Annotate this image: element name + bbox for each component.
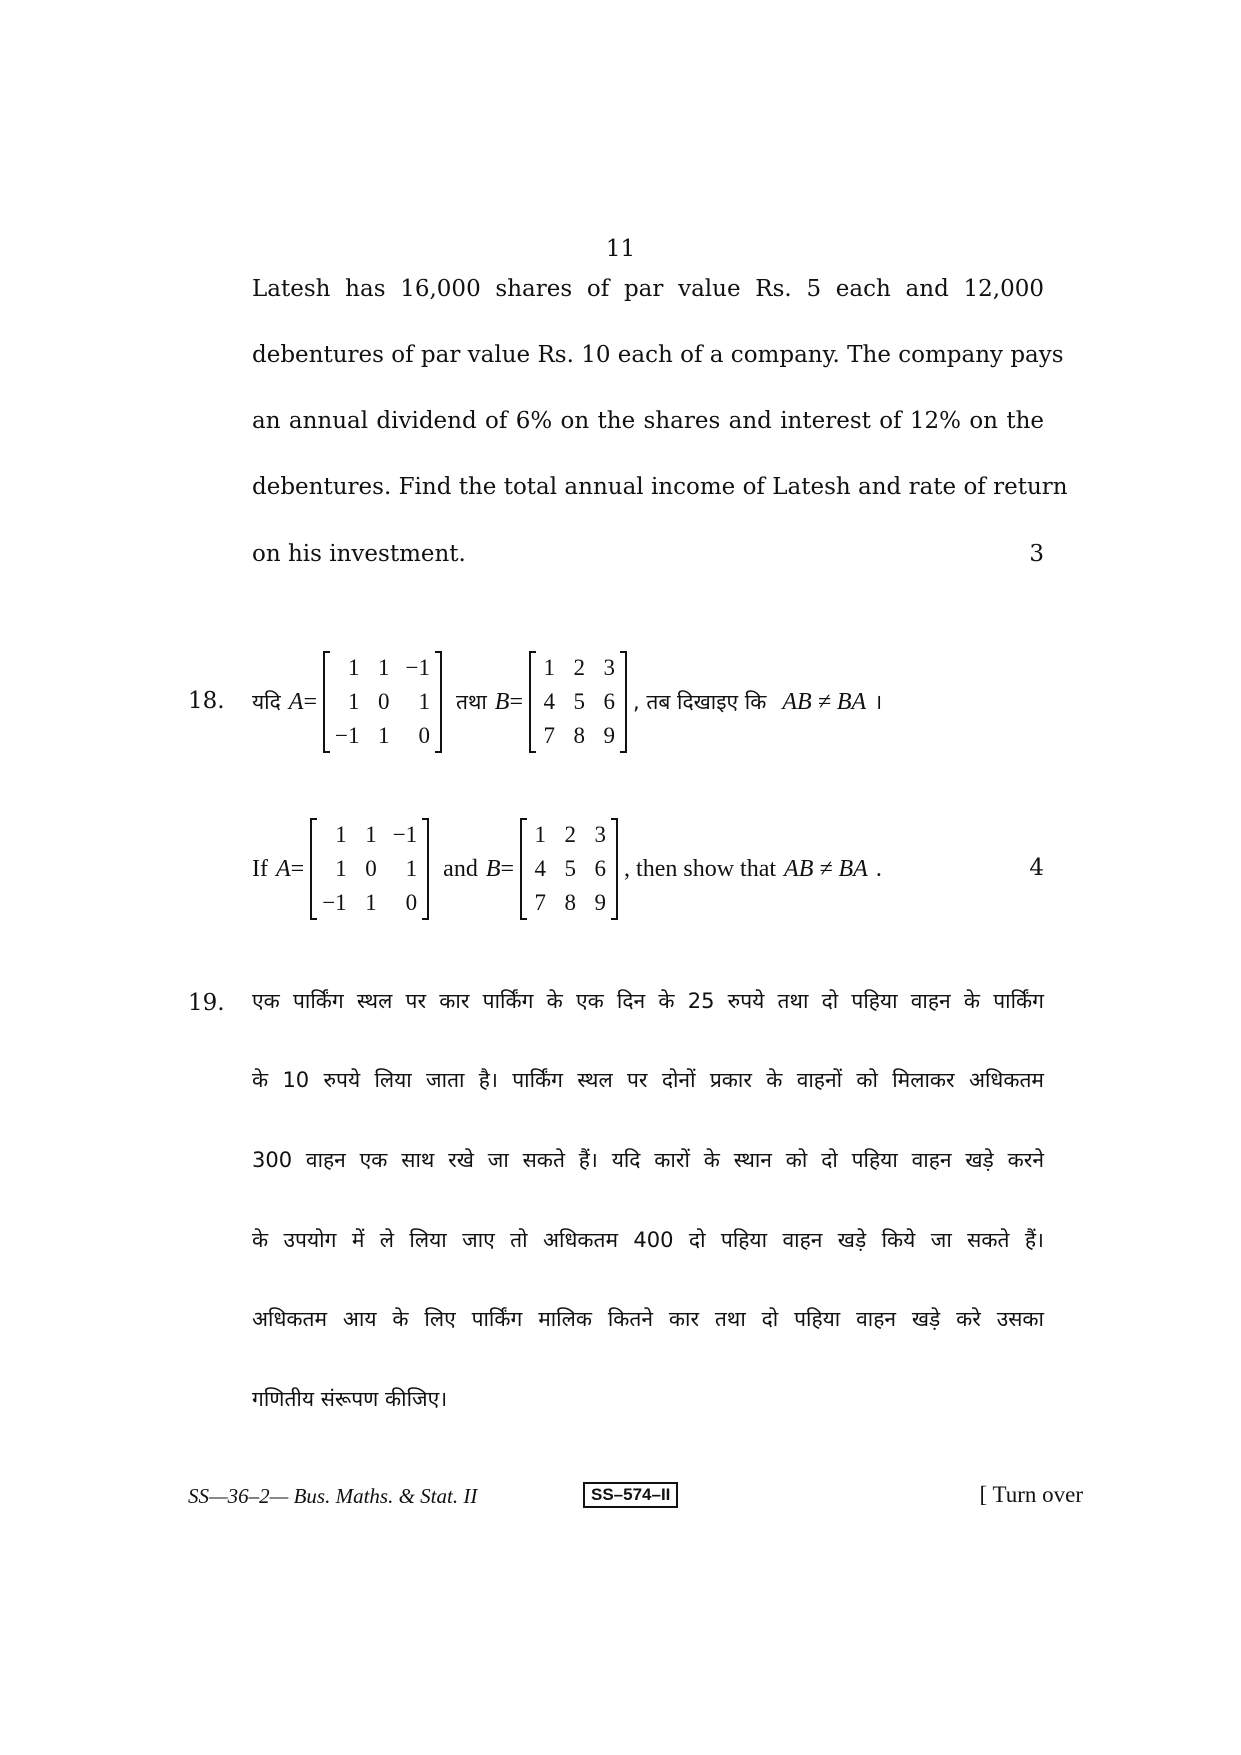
matrix-cell: 1	[405, 856, 418, 881]
matrix-cell: 0	[405, 890, 418, 915]
matrix-cell: 5	[573, 689, 586, 714]
matrix-cell: 1	[335, 822, 347, 847]
q19-line-6: गणितीय संरूपण कीजिए।	[252, 1387, 448, 1411]
matrix-a-english	[310, 818, 429, 920]
matrix-cell: 7	[534, 890, 547, 915]
q18-marks: 4	[1029, 855, 1044, 881]
q19-line-3: 300 वाहन एक साथ रखे जा सकते हैं। यदि कारों के स्थान को दो पहिया वाहन खड़े करने	[252, 1148, 1044, 1172]
q19-line-4: के उपयोग में ले लिया जाए तो अधिकतम 400 दो पहिया वाहन खड़े किये जा सकते हैं।	[252, 1228, 1044, 1252]
q17-line-3: an annual dividend of 6% on the shares and interest of 12% on the	[252, 408, 1044, 434]
matrix-cell: 1	[377, 655, 390, 680]
matrix-cell: 6	[603, 689, 616, 714]
matrix-cell: −1	[322, 890, 347, 915]
q18-hindi-line	[252, 651, 882, 753]
matrix-a-hindi	[323, 651, 442, 753]
q18-english-and: and	[443, 855, 478, 882]
q18-english-expr: AB ≠ BA	[784, 855, 868, 882]
q18-hindi-eq-b: =	[509, 688, 524, 715]
matrix-cell: 7	[543, 723, 556, 748]
matrix-cell: 2	[564, 822, 577, 847]
q18-english-line	[252, 818, 882, 920]
q18-english-eq-a: =	[290, 855, 305, 882]
footer-paper-code: SS–574–II	[583, 1482, 678, 1508]
footer-paper-title: SS—36–2— Bus. Maths. & Stat. II	[188, 1484, 478, 1508]
matrix-cell: 2	[573, 655, 586, 680]
matrix-cell: 3	[603, 655, 616, 680]
matrix-cell: 1	[365, 822, 377, 847]
q19-line-2: के 10 रुपये लिया जाता है। पार्किंग स्थल पर दोनों प्रकार के वाहनों को मिलाकर अधिकतम	[252, 1068, 1044, 1092]
matrix-cell: 3	[594, 822, 607, 847]
q17-line-2: debentures of par value Rs. 10 each of a company. The company pays	[252, 342, 1064, 368]
matrix-cell: 1	[377, 723, 390, 748]
footer-turn-over: [ Turn over	[979, 1482, 1083, 1507]
q18-english-tail: , then show that	[624, 855, 777, 882]
matrix-cell: 1	[543, 655, 556, 680]
q18-english-dot: .	[875, 855, 882, 882]
q18-hindi-expr: AB ≠ BA	[782, 688, 867, 715]
q18-number: 18.	[188, 688, 225, 714]
q17-line-1: Latesh has 16,000 shares of par value Rs. 5 each and 12,000	[252, 276, 1044, 302]
q17-line-5: on his investment.	[252, 541, 466, 567]
q18-hindi-tatha: तथा	[455, 690, 487, 714]
matrix-cell: 9	[594, 890, 607, 915]
q18-english-var-b: B	[485, 855, 501, 882]
matrix-cell: 1	[418, 689, 430, 714]
q18-hindi-var-a: A	[288, 688, 304, 715]
matrix-cell: −1	[392, 822, 418, 847]
matrix-cell: 4	[543, 689, 556, 714]
q17-line-4: debentures. Find the total annual income of Latesh and rate of return	[252, 474, 1068, 500]
matrix-cell: 0	[418, 723, 430, 748]
q18-hindi-eq-a: =	[303, 688, 317, 715]
q17-marks: 3	[1029, 541, 1044, 567]
q18-hindi-tail: , तब दिखाइए कि	[633, 690, 767, 714]
q18-english-if: If	[252, 855, 268, 882]
matrix-b-english	[520, 818, 618, 920]
matrix-cell: 8	[573, 723, 586, 748]
matrix-cell: 1	[335, 856, 347, 881]
q18-hindi-danda: ।	[874, 690, 883, 714]
matrix-cell: 9	[603, 723, 616, 748]
matrix-cell: −1	[405, 655, 430, 680]
matrix-cell: 1	[534, 822, 547, 847]
q19-line-1: एक पार्किंग स्थल पर कार पार्किंग के एक दिन के 25 रुपये तथा दो पहिया वाहन के पार्किंग	[252, 989, 1044, 1013]
matrix-cell: 1	[347, 689, 360, 714]
matrix-cell: 5	[564, 856, 577, 881]
matrix-b-hindi	[529, 651, 627, 753]
matrix-cell: −1	[335, 723, 360, 748]
matrix-cell: 4	[534, 856, 547, 881]
q19-line-5: अधिकतम आय के लिए पार्किंग मालिक कितने कार तथा दो पहिया वाहन खड़े करे उसका	[252, 1307, 1044, 1331]
q18-hindi-yadi: यदि	[252, 690, 281, 714]
q19-number: 19.	[188, 990, 225, 1016]
q18-english-eq-b: =	[500, 855, 515, 882]
matrix-cell: 0	[365, 856, 377, 881]
q18-hindi-var-b: B	[494, 688, 510, 715]
matrix-cell: 1	[365, 890, 377, 915]
matrix-cell: 6	[594, 856, 607, 881]
page-number: 11	[605, 236, 636, 262]
q18-english-var-a: A	[275, 855, 291, 882]
matrix-cell: 8	[564, 890, 577, 915]
matrix-cell: 0	[377, 689, 390, 714]
matrix-cell: 1	[347, 655, 360, 680]
